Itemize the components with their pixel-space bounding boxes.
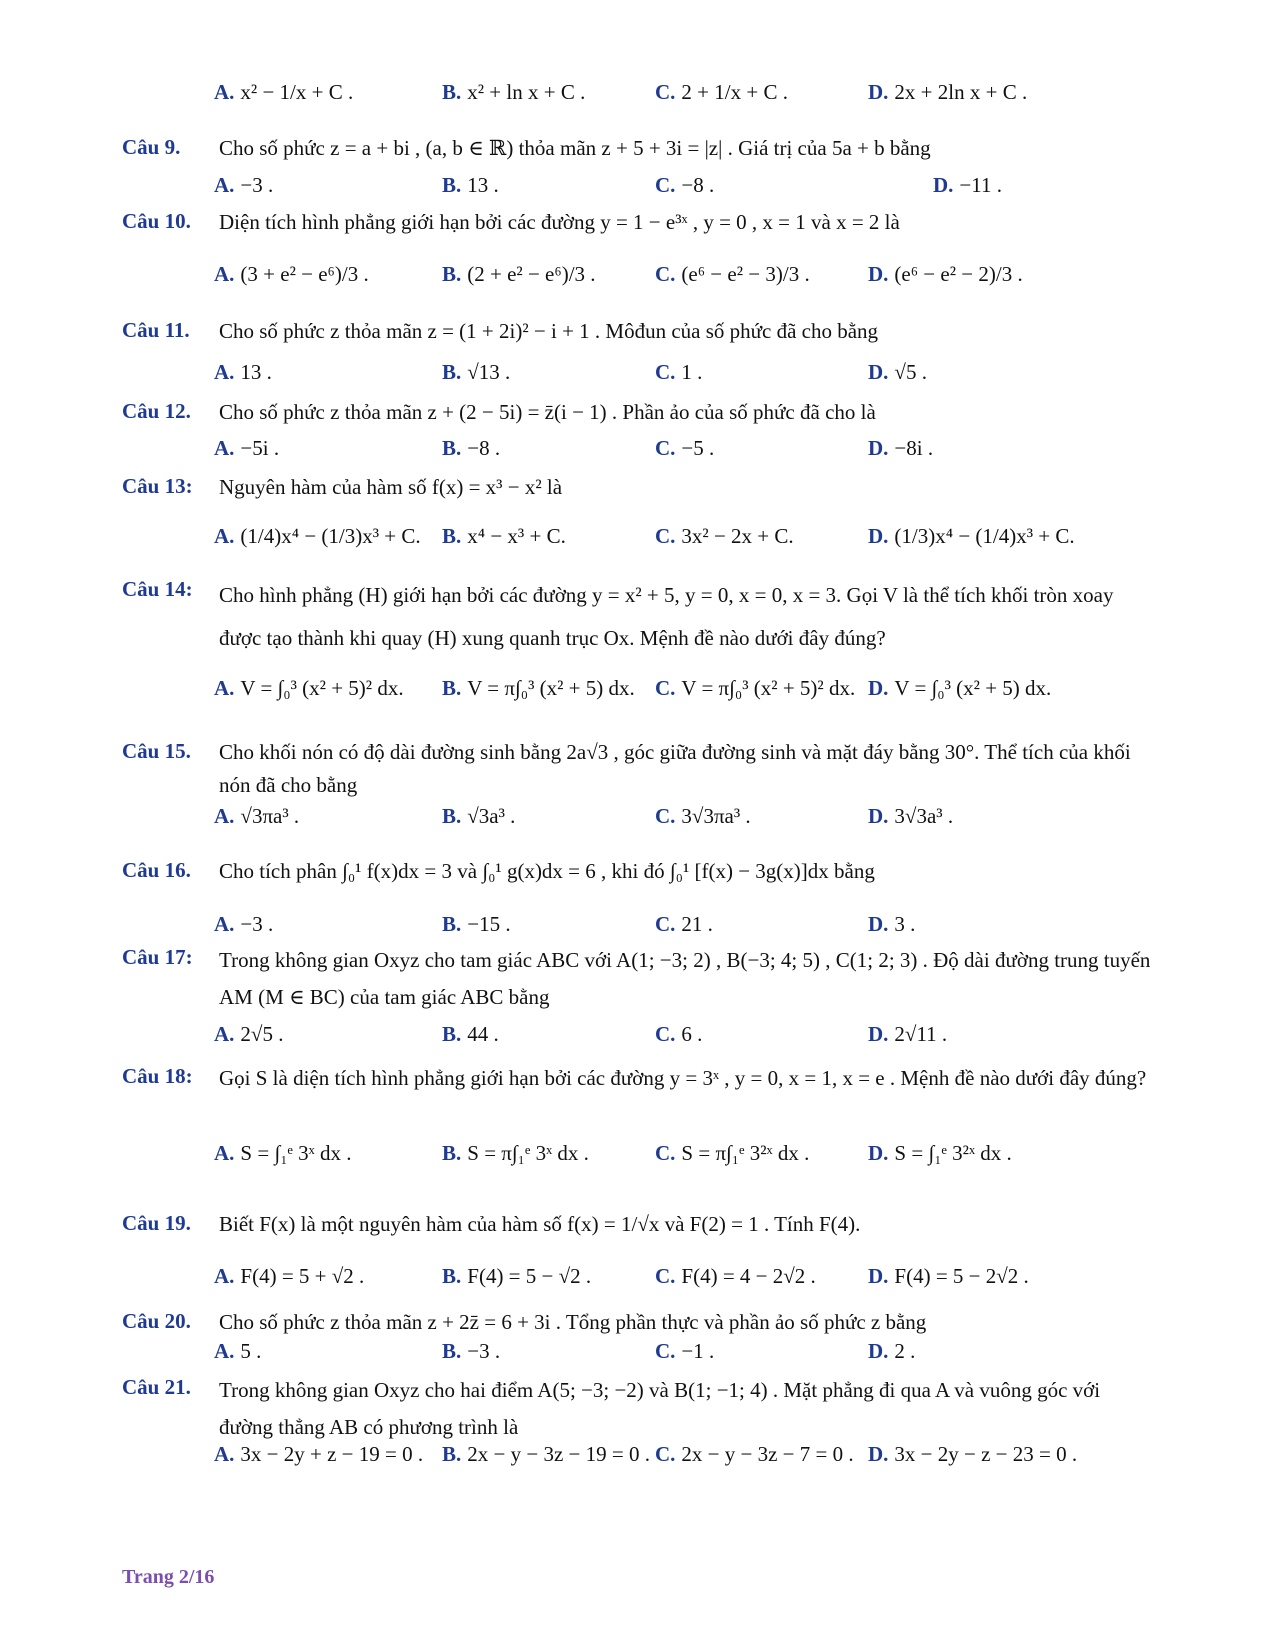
question-label: Câu 10. <box>122 209 191 233</box>
option-b: B. −8 . <box>442 436 501 460</box>
q8-option-c: C. 2 + 1/x + C . <box>655 80 788 104</box>
option-a: A. V = ∫₀³ (x² + 5)² dx. <box>214 676 404 700</box>
option-c: C. F(4) = 4 − 2√2 . <box>655 1264 816 1288</box>
option-a: A. −3 . <box>214 912 274 936</box>
option-d: D. 3 . <box>868 912 916 936</box>
question-stem: Gọi S là diện tích hình phẳng giới hạn bởi các đường y = 3ˣ , y = 0, x = 1, x = e . Mệnh đề nào dưới đây đúng? <box>219 1066 1147 1090</box>
option-b: B. 44 . <box>442 1022 499 1046</box>
question-stem: Cho hình phẳng (H) giới hạn bởi các đường y = x² + 5, y = 0, x = 0, x = 3. Gọi V là thể tích khối tròn xoay được tạo thành khi quay (H) xung quanh trục Ox. Mệnh đề nào dưới đây đúng? <box>219 583 1114 650</box>
question-label: Câu 11. <box>122 318 190 342</box>
option-a: A. S = ∫₁ᵉ 3ˣ dx . <box>214 1141 352 1165</box>
option-c: C. V = π∫₀³ (x² + 5)² dx. <box>655 676 856 700</box>
option-d: D. (e⁶ − e² − 2)/3 . <box>868 262 1023 286</box>
option-d: D. −11 . <box>933 173 1002 197</box>
option-a: A. √3πa³ . <box>214 804 300 828</box>
question-stem: Nguyên hàm của hàm số f(x) = x³ − x² là <box>219 475 563 499</box>
q8-option-d: D. 2x + 2ln x + C . <box>868 80 1028 104</box>
question-label: Câu 15. <box>122 739 191 763</box>
option-c: C. −5 . <box>655 436 715 460</box>
option-c: C. S = π∫₁ᵉ 3²ˣ dx . <box>655 1141 810 1165</box>
question-label: Câu 20. <box>122 1309 191 1333</box>
question-label: Câu 9. <box>122 135 181 159</box>
option-b: B. 2x − y − 3z − 19 = 0 . <box>442 1442 650 1466</box>
option-c: C. −1 . <box>655 1339 715 1363</box>
option-b: B. S = π∫₁ᵉ 3ˣ dx . <box>442 1141 589 1165</box>
option-b: B. x⁴ − x³ + C. <box>442 524 566 548</box>
option-b: B. F(4) = 5 − √2 . <box>442 1264 592 1288</box>
option-d: D. 2√11 . <box>868 1022 948 1046</box>
question-label: Câu 14: <box>122 577 193 601</box>
option-b: B. V = π∫₀³ (x² + 5) dx. <box>442 676 635 700</box>
option-c: C. 6 . <box>655 1022 703 1046</box>
question-stem: Trong không gian Oxyz cho tam giác ABC với A(1; −3; 2) , B(−3; 4; 5) , C(1; 2; 3) . Độ dài đường trung tuyến AM (M ∈ BC) của tam giác ABC bằng <box>219 948 1151 1009</box>
question-label: Câu 12. <box>122 399 191 423</box>
question-stem: Cho số phức z thỏa mãn z + 2z̄ = 6 + 3i . Tổng phần thực và phần ảo số phức z bằng <box>219 1310 927 1334</box>
option-d: D. √5 . <box>868 360 927 384</box>
option-a: A. 13 . <box>214 360 272 384</box>
option-a: A. −5i . <box>214 436 280 460</box>
option-a: A. 5 . <box>214 1339 262 1363</box>
option-c: C. −8 . <box>655 173 715 197</box>
option-b: B. (2 + e² − e⁶)/3 . <box>442 262 596 286</box>
option-d: D. 3x − 2y − z − 23 = 0 . <box>868 1442 1078 1466</box>
question-stem: Cho số phức z thỏa mãn z = (1 + 2i)² − i + 1 . Môđun của số phức đã cho bằng <box>219 319 879 343</box>
option-d: D. F(4) = 5 − 2√2 . <box>868 1264 1029 1288</box>
option-a: A. (1/4)x⁴ − (1/3)x³ + C. <box>214 524 421 548</box>
option-c: C. (e⁶ − e² − 3)/3 . <box>655 262 810 286</box>
page-number: Trang 2/16 <box>122 1566 215 1588</box>
option-b: B. 13 . <box>442 173 499 197</box>
question-stem: Diện tích hình phẳng giới hạn bởi các đường y = 1 − e³ˣ , y = 0 , x = 1 và x = 2 là <box>219 210 900 234</box>
option-d: D. −8i . <box>868 436 934 460</box>
option-a: A. −3 . <box>214 173 274 197</box>
option-d: D. S = ∫₁ᵉ 3²ˣ dx . <box>868 1141 1012 1165</box>
question-label: Câu 17: <box>122 945 193 969</box>
option-b: B. √3a³ . <box>442 804 516 828</box>
option-d: D. 2 . <box>868 1339 916 1363</box>
question-stem: Cho khối nón có độ dài đường sinh bằng 2a√3 , góc giữa đường sinh và mặt đáy bằng 30°. Thể tích của khối nón đã cho bằng <box>219 740 1131 797</box>
question-stem: Cho số phức z = a + bi , (a, b ∈ ℝ) thỏa mãn z + 5 + 3i = |z| . Giá trị của 5a + b bằng <box>219 136 931 160</box>
option-a: A. 3x − 2y + z − 19 = 0 . <box>214 1442 424 1466</box>
option-a: A. (3 + e² − e⁶)/3 . <box>214 262 369 286</box>
question-label: Câu 18: <box>122 1064 193 1088</box>
question-stem: Cho tích phân ∫₀¹ f(x)dx = 3 và ∫₀¹ g(x)dx = 6 , khi đó ∫₀¹ [f(x) − 3g(x)]dx bằng <box>219 859 875 883</box>
q8-option-b: B. x² + ln x + C . <box>442 80 586 104</box>
question-label: Câu 21. <box>122 1375 191 1399</box>
question-stem: Trong không gian Oxyz cho hai điểm A(5; −3; −2) và B(1; −1; 4) . Mặt phẳng đi qua A và vuông góc với đường thẳng AB có phương trình là <box>219 1378 1101 1439</box>
option-b: B. −15 . <box>442 912 511 936</box>
question-label: Câu 16. <box>122 858 191 882</box>
question-stem: Biết F(x) là một nguyên hàm của hàm số f(x) = 1/√x và F(2) = 1 . Tính F(4). <box>219 1212 861 1236</box>
option-c: C. 2x − y − 3z − 7 = 0 . <box>655 1442 854 1466</box>
question-stem: Cho số phức z thỏa mãn z + (2 − 5i) = z̄(i − 1) . Phần ảo của số phức đã cho là <box>219 400 876 424</box>
option-a: A. 2√5 . <box>214 1022 284 1046</box>
option-b: B. −3 . <box>442 1339 501 1363</box>
option-c: C. 3√3πa³ . <box>655 804 751 828</box>
option-c: C. 1 . <box>655 360 703 384</box>
option-d: D. V = ∫₀³ (x² + 5) dx. <box>868 676 1052 700</box>
question-label: Câu 19. <box>122 1211 191 1235</box>
option-c: C. 3x² − 2x + C. <box>655 524 794 548</box>
option-c: C. 21 . <box>655 912 713 936</box>
option-b: B. √13 . <box>442 360 511 384</box>
option-d: D. 3√3a³ . <box>868 804 954 828</box>
question-label: Câu 13: <box>122 474 193 498</box>
option-d: D. (1/3)x⁴ − (1/4)x³ + C. <box>868 524 1075 548</box>
option-a: A. F(4) = 5 + √2 . <box>214 1264 365 1288</box>
q8-option-a: A. x² − 1/x + C . <box>214 80 354 104</box>
